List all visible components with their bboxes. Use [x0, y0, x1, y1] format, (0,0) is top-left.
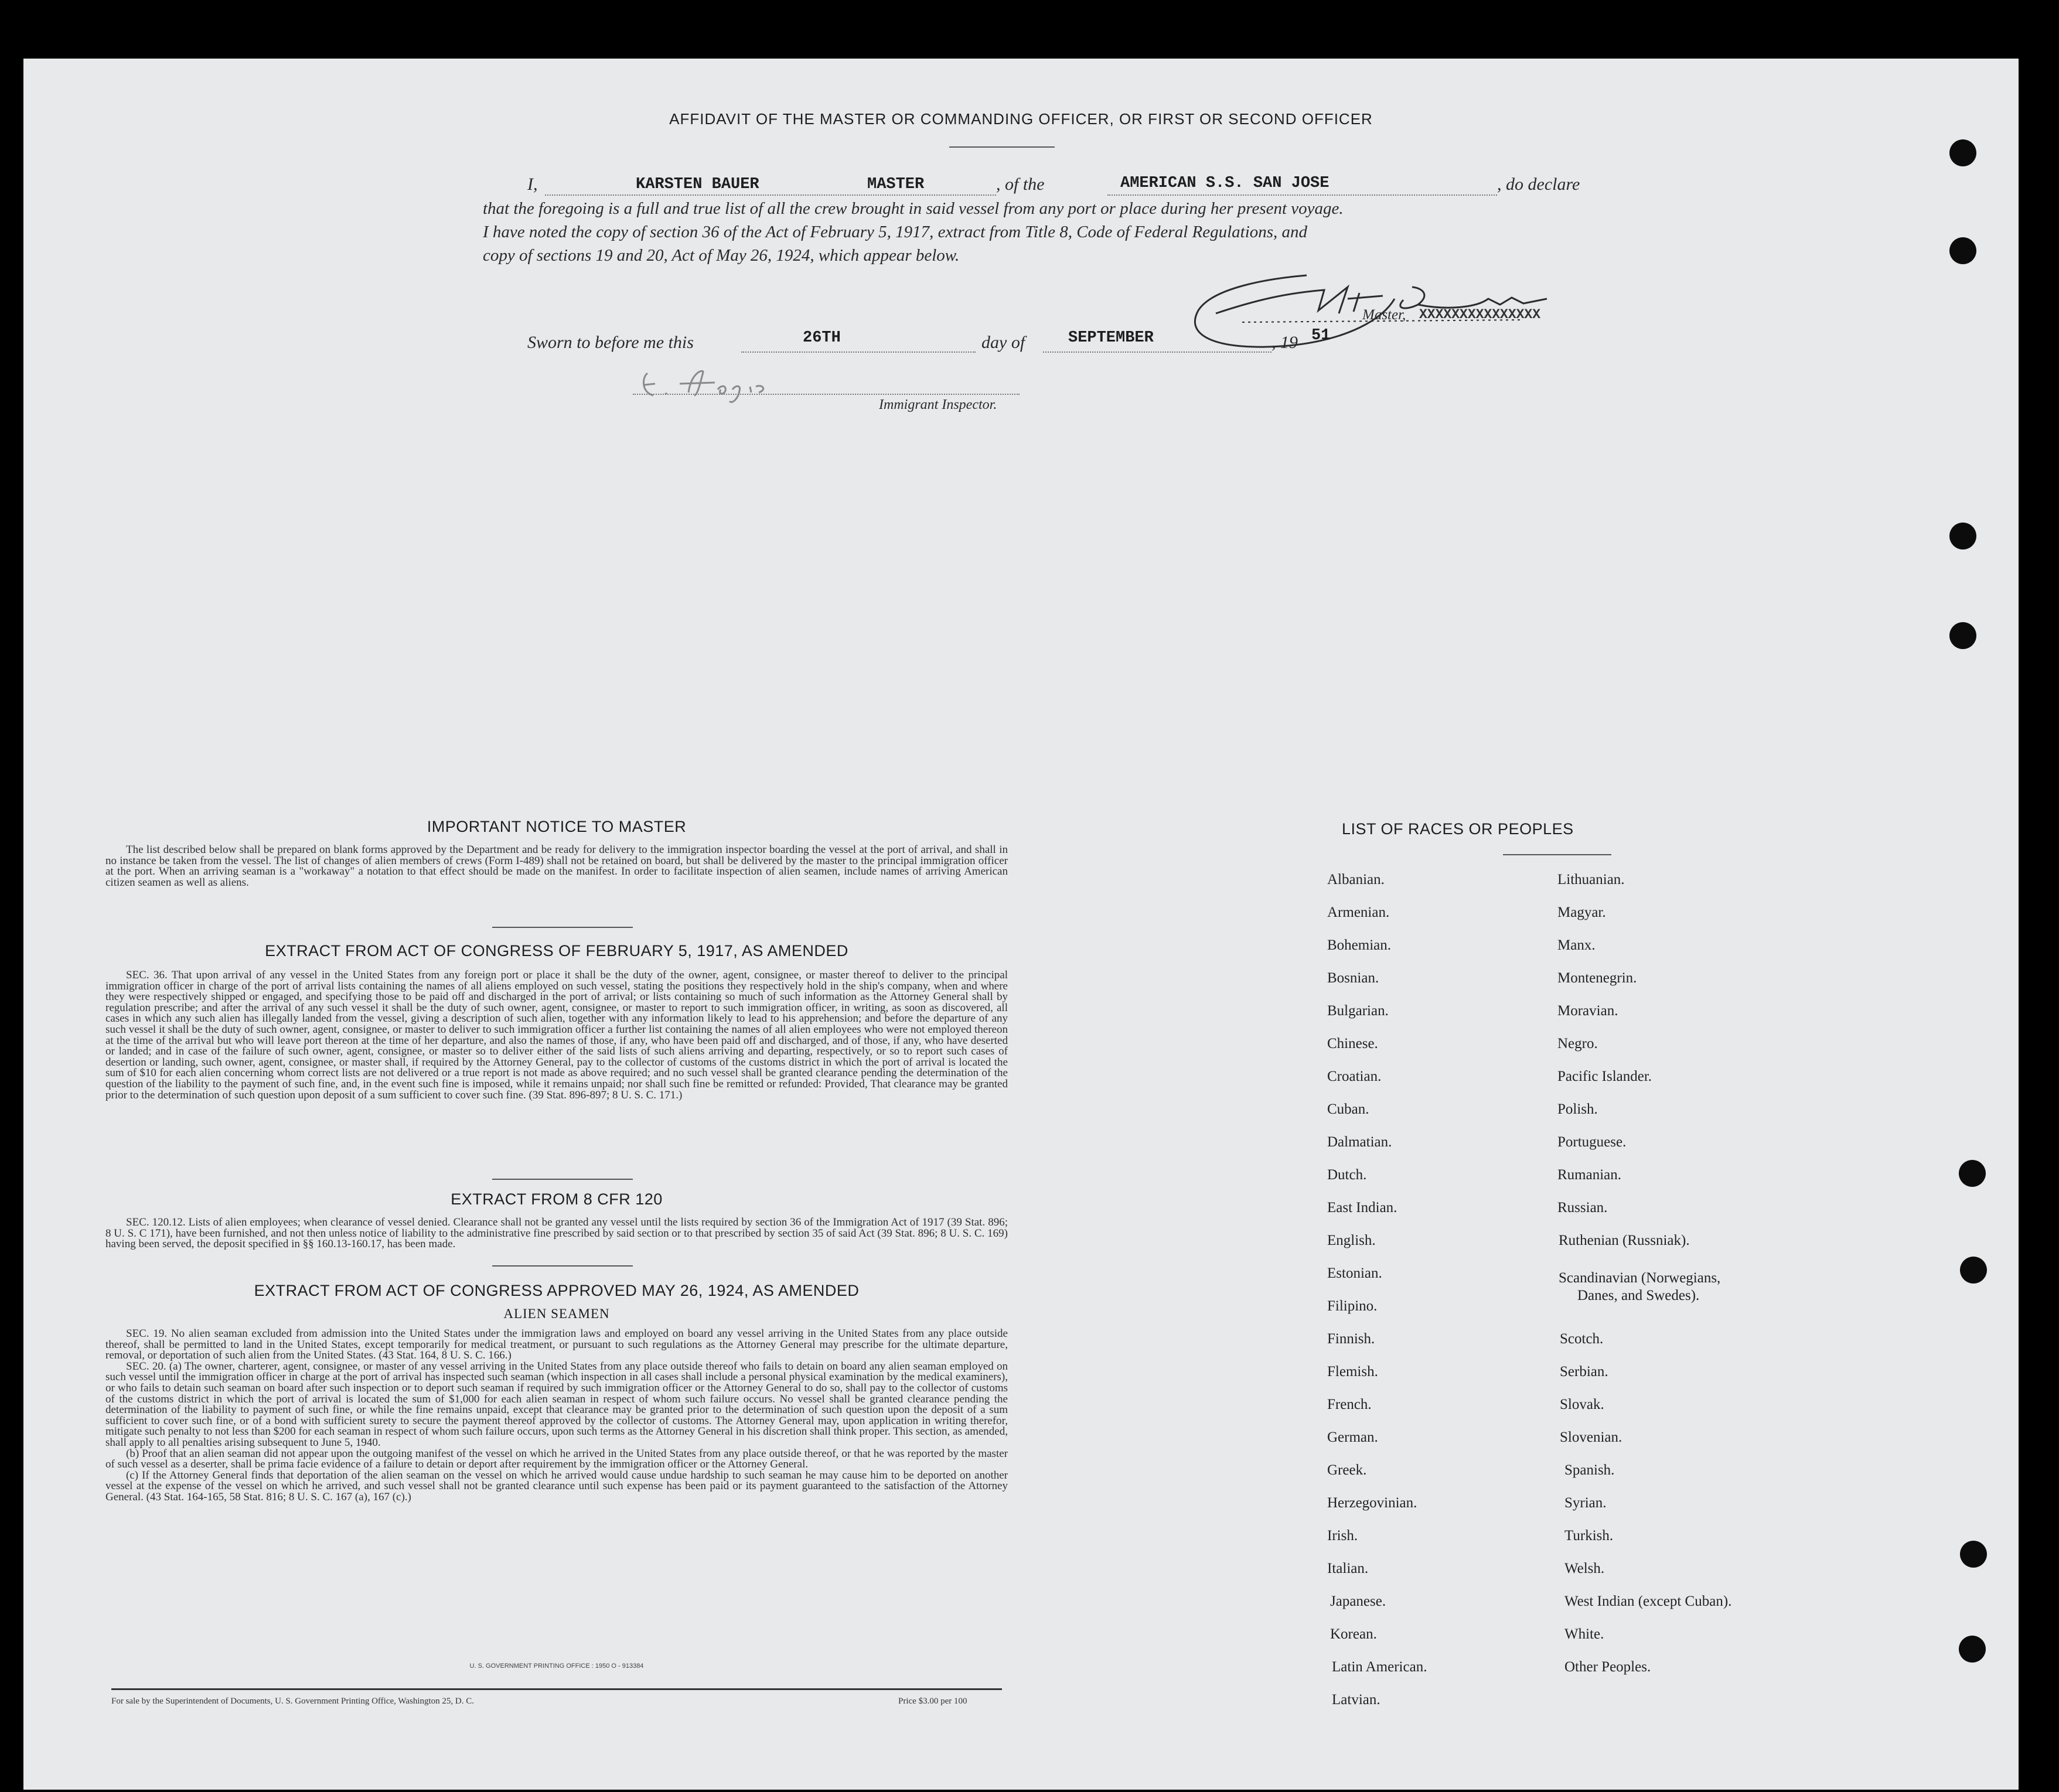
race-item: Scandinavian (Norwegians, — [1559, 1270, 1721, 1286]
race-item: Russian. — [1557, 1200, 1608, 1216]
race-item: English. — [1327, 1233, 1376, 1248]
race-item: Other Peoples. — [1564, 1659, 1651, 1675]
section-20c-text: (c) If the Attorney General finds that deportation of the alien seaman on the vessel on which he arrived would cause undue hardship to such seaman he may cause him to be deported on another vessel at the expense of the vessel on which he arrived, and such vessel shall not be granted clearance until such expense has been paid or its payment guaranteed to the satisfaction of the Attorney General. (43 Stat. 164-165, 58 Stat. 816; 8 U. S. C. 167 (a), 167 (c).) — [105, 1469, 1008, 1503]
inspector-line — [633, 394, 1020, 395]
extract-1917-rule — [492, 1179, 633, 1180]
race-item: Moravian. — [1557, 1003, 1618, 1019]
sworn-month: SEPTEMBER — [1068, 329, 1154, 347]
extract-cfr-rule — [492, 1265, 633, 1267]
extract-1917-title: EXTRACT FROM ACT OF CONGRESS OF FEBRUARY 5, 1917, AS AMENDED — [265, 942, 848, 960]
race-item: Spanish. — [1564, 1462, 1615, 1478]
race-item: Rumanian. — [1557, 1167, 1622, 1183]
race-item: White. — [1564, 1626, 1604, 1642]
race-item: Slovak. — [1560, 1397, 1604, 1412]
extract-1917-body — [105, 970, 1008, 1101]
race-item: Polish. — [1557, 1101, 1598, 1117]
document-page — [23, 59, 2019, 1790]
sworn-day-line — [741, 351, 976, 353]
sworn-day: 26TH — [803, 329, 841, 347]
punch-hole — [1960, 1257, 1987, 1284]
notice-title: IMPORTANT NOTICE TO MASTER — [427, 818, 687, 835]
race-item: Cuban. — [1327, 1101, 1369, 1117]
affidavit-title: AFFIDAVIT OF THE MASTER OR COMMANDING OFFICER, OR FIRST OR SECOND OFFICER — [669, 110, 1373, 128]
declaration-prefix: I, — [527, 175, 538, 194]
race-item: Korean. — [1330, 1626, 1377, 1642]
race-item: Chinese. — [1327, 1036, 1378, 1052]
race-item: West Indian (except Cuban). — [1564, 1593, 1732, 1609]
race-item: Welsh. — [1564, 1561, 1605, 1576]
race-item: Portuguese. — [1557, 1134, 1627, 1150]
race-item: Finnish. — [1327, 1331, 1375, 1347]
race-item: East Indian. — [1327, 1200, 1397, 1216]
race-item: Manx. — [1557, 937, 1596, 953]
sale-note: For sale by the Superintendent of Documents, U. S. Government Printing Office, Washington 25, D. C. — [111, 1697, 474, 1706]
race-item: Serbian. — [1560, 1364, 1608, 1380]
name-line — [545, 194, 996, 196]
race-item: Syrian. — [1564, 1495, 1607, 1511]
race-item: Dalmatian. — [1327, 1134, 1392, 1150]
declaration-line-4: copy of sections 19 and 20, Act of May 26, 1924, which appear below. — [483, 246, 960, 265]
section-20b-text: (b) Proof that an alien seaman did not appear upon the outgoing manifest of the vessel on which he arrived in the United States from any place outside thereof, or that he was reported by the master of such vessel as a deserter, shall be prima facie evidence of a failure to detain or deport after requirement by the immigration officer or the Attorney General. — [105, 1447, 1008, 1471]
do-declare-text: , do declare — [1497, 175, 1580, 194]
race-item: Slovenian. — [1560, 1429, 1622, 1445]
section-19-text: SEC. 19. No alien seaman excluded from admission into the United States under the immigration laws and employed on board any vessel arriving in the United States from any place outside thereof, shall be permitted to land in the United States, except temporarily for medical treatment, or pursuant to such regulations as the Attorney General may prescribe for the ultimate departure, removal, or deportation of such alien from the United States. (43 Stat. 164, 8 U. S. C. 166.) — [105, 1327, 1008, 1362]
race-item: Lithuanian. — [1557, 872, 1625, 888]
punch-hole — [1960, 1541, 1987, 1568]
printing-office-note: U. S. GOVERNMENT PRINTING OFFICE : 1950 O - 913384 — [469, 1663, 644, 1670]
inspector-signature — [639, 360, 838, 407]
vessel-line — [1107, 194, 1497, 196]
notice-body — [105, 845, 1008, 888]
race-item: Filipino. — [1327, 1298, 1378, 1314]
race-item: Irish. — [1327, 1528, 1358, 1544]
notice-rule — [492, 927, 633, 928]
race-item: Latin American. — [1332, 1659, 1427, 1675]
extract-cfr-title: EXTRACT FROM 8 CFR 120 — [451, 1190, 663, 1208]
of-the-text: , of the — [996, 175, 1045, 194]
race-item: Magyar. — [1557, 904, 1606, 920]
extract-cfr-body — [105, 1217, 1008, 1250]
punch-hole — [1949, 622, 1976, 649]
race-item: Latvian. — [1332, 1692, 1380, 1708]
race-item: Negro. — [1557, 1036, 1598, 1052]
punch-hole — [1959, 1160, 1986, 1187]
race-item: Ruthenian (Russniak). — [1559, 1233, 1690, 1248]
footer-rule — [111, 1688, 1002, 1690]
race-item: German. — [1327, 1429, 1378, 1445]
race-item: Bohemian. — [1327, 937, 1392, 953]
race-item: Bulgarian. — [1327, 1003, 1389, 1019]
inspector-label: Immigrant Inspector. — [879, 397, 997, 412]
punch-hole — [1949, 523, 1976, 549]
race-item: Montenegrin. — [1557, 970, 1637, 986]
declaration-line-2: that the foregoing is a full and true list of all the crew brought in said vessel from any port or place during her present voyage. — [483, 199, 1344, 218]
race-item: Scotch. — [1560, 1331, 1604, 1347]
races-rule — [1503, 854, 1611, 855]
race-item: Pacific Islander. — [1557, 1069, 1652, 1084]
punch-hole — [1949, 237, 1976, 264]
declaration-line-3: I have noted the copy of section 36 of the Act of February 5, 1917, extract from Title 8, Code of Federal Regulations, and — [483, 223, 1308, 241]
sworn-year: 51 — [1311, 327, 1331, 344]
race-item: Estonian. — [1327, 1265, 1382, 1281]
race-item: Bosnian. — [1327, 970, 1379, 986]
year-prefix: , 19 — [1271, 333, 1298, 352]
race-item: Croatian. — [1327, 1069, 1382, 1084]
race-item: Flemish. — [1327, 1364, 1378, 1380]
vessel-name: AMERICAN S.S. SAN JOSE — [1120, 175, 1330, 192]
race-item: Danes, and Swedes). — [1577, 1288, 1700, 1303]
section-20a-text: SEC. 20. (a) The owner, charterer, agent, consignee, or master of any vessel arriving in the United States from any place outside thereof who fails to detain on board any alien seaman employed on such vessel until the immigration officer in charge at the port of arrival has inspected such seaman (which inspection in all cases shall include a personal physical examination by the medical examiners), or who fails to detain such seaman on board after such inspection or to deport such seaman if required by such immigration officer or the Attorney General to do so, shall pay to the collector of customs of the customs district in which the port of arrival is located the sum of $1,000 for each alien seaman in respect of whom such failure occurs. No vessel shall be granted clearance pending the determination of the liability to payment of such fine, or while the fine remains unpaid, except that clearance may be granted prior to the determination of such question upon the deposit of a sum sufficient to cover such fine, or of a bond with sufficient surety to secure the payment thereof approved by the collector of customs. The Attorney General may, upon application in writing therefor, mitigate such penalty to not less than $200 for each seaman in respect of whom such failure occurs, upon such terms as the Attorney General in his discretion shall think proper. This section, as amended, shall apply to all penalties arising subsequent to June 5, 1940. — [105, 1360, 1008, 1449]
race-item: French. — [1327, 1397, 1372, 1412]
notice-text: The list described below shall be prepared on blank forms approved by the Department and be ready for delivery to the immigration inspector boarding the vessel at the port of arrival, and shall in no instance be taken from the vessel. The list of changes of alien members of crews (Form I-489) shall not be retained on board, but shall be delivered by the master to the principal immigration officer at the port. When an arriving seaman is a "workaway" a notation to that effect should be made on the manifest. In order to facilitate inspection of alien seamen, include names of arriving American citizen seamen as well as aliens. — [105, 844, 1008, 889]
section-36-text: SEC. 36. That upon arrival of any vessel in the United States from any foreign port or place it shall be the duty of the owner, agent, consignee, or master thereof to deliver to the principal immigration officer in charge of the port of arrival lists containing the names of all aliens employed on such vessel, stating the positions they respectively hold in the ship's company, when and where they were respectively shipped or engaged, and specifying those to be paid off and discharged in the port of arrival; or lists containing so much of such information as the Attorney General shall by regulation prescribe; and after the arrival of any such vessel it shall be the duty of such owner, agent, consignee, or master to report to such immigration officer, in writing, as soon as discovered, all cases in which any such alien has illegally landed from the vessel, giving a description of such alien, together with any information likely to lead to his apprehension; and before the departure of any such vessel it shall be the duty of such owner, agent, consignee, or master to deliver to such immigration officer a further list containing the names of all alien employees who were not employed thereon at the time of the arrival but who will leave port thereon at the time of her departure, and also the names of those, if any, who have been paid off and discharged, and of those, if any, who have deserted or landed; and in case of the failure of such owner, agent, consignee, or master so to deliver either of the said lists of such aliens arriving and departing, respectively, or so to report such cases of desertion or landing, such owner, agent, consignee, or master shall, if required by the Attorney General, pay to the collector of customs of the customs district in which the port of arrival is located the sum of $10 for each alien concerning whom correct lists are not delivered or a true report is not made as above required; and no such vessel shall be granted clearance pending the determination of the question of the liability to the payment of such fine, and, in the event such fine is imposed, while it remains unpaid; nor shall such fine be remitted or refunded: Provided, That clearance may be granted prior to the determination of such question upon deposit of a sum sufficient to cover such fine. (39 Stat. 896-897; 8 U. S. C. 171.) — [105, 969, 1008, 1101]
extract-1924-title: EXTRACT FROM ACT OF CONGRESS APPROVED MAY 26, 1924, AS AMENDED — [254, 1282, 860, 1299]
master-name: KARSTEN BAUER — [636, 176, 759, 193]
punch-hole — [1949, 139, 1976, 166]
punch-hole — [1959, 1636, 1986, 1663]
sworn-month-line — [1043, 351, 1271, 353]
race-item: Armenian. — [1327, 904, 1390, 920]
price-note: Price $3.00 per 100 — [898, 1697, 967, 1706]
races-title: LIST OF RACES OR PEOPLES — [1342, 820, 1574, 838]
alien-seamen-subtitle: ALIEN SEAMEN — [503, 1306, 610, 1321]
race-item: Herzegovinian. — [1327, 1495, 1417, 1511]
day-of-text: day of — [981, 333, 1025, 352]
race-item: Italian. — [1327, 1561, 1369, 1576]
struck-text: XXXXXXXXXXXXXXX — [1419, 307, 1541, 322]
race-item: Japanese. — [1330, 1593, 1386, 1609]
extract-1924-body — [105, 1329, 1008, 1503]
race-item: Turkish. — [1564, 1528, 1614, 1544]
race-item: Dutch. — [1327, 1167, 1367, 1183]
section-120-text: SEC. 120.12. Lists of alien employees; when clearance of vessel denied. Clearance shall not be granted any vessel until the lists required by section 36 of the Immigration Act of 1917 (39 Stat. 896; 8 U. S. C 171), have been furnished, and not then unless notice of liability to the administrative fine prescribed by said section or to that prescribed by section 35 of said Act (39 Stat. 896; 8 U. S. C. 169) having been served, the deposit specified in §§ 160.13-160.17, has been made. — [105, 1216, 1008, 1251]
race-item: Albanian. — [1327, 872, 1385, 888]
master-label: Master, — [1362, 307, 1406, 323]
title-rule — [949, 146, 1055, 148]
master-rank: MASTER — [867, 176, 925, 193]
sworn-prefix: Sworn to before me this — [527, 333, 694, 352]
race-item: Greek. — [1327, 1462, 1367, 1478]
